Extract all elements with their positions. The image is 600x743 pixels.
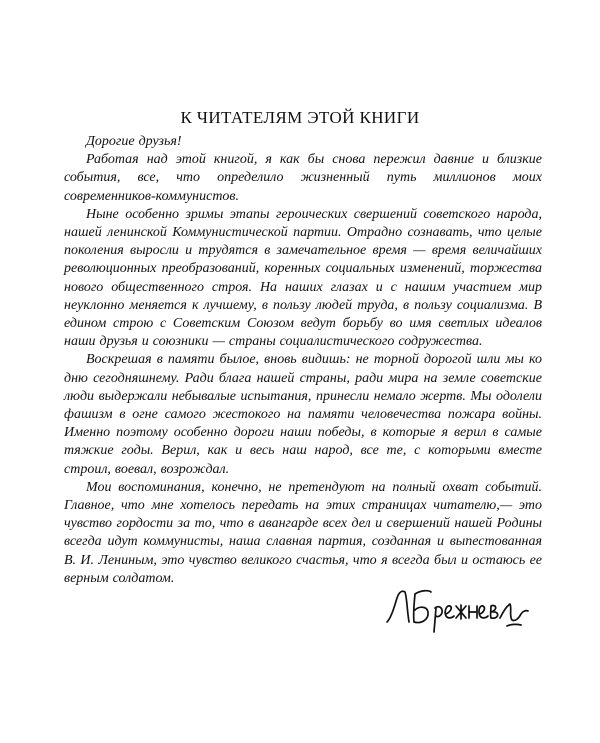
paragraph: Мои воспоминания, конечно, не претендуют на полный охват событий. Главное, что мне хотелось передать на этих страницах читателю,— это чувство гордости за то, что в авангарде всех дел и свершений нашей Родины всегда идут коммунисты, наша славная партия, созданная и выпестованная В. И. Лениным, это чувство великого счастья, что я всегда был и остаюсь ее верным солдатом. — [64, 479, 542, 586]
greeting-paragraph: Дорогие друзья! — [86, 134, 182, 149]
paragraph: Ныне особенно зримы этапы героических свершений советского народа, нашей ленинской Коммунистической партии. Отрадно сознавать, что целые поколения выросли и трудятся в замечательное время — время величайших революционных преобразований, коренных социальных изменений, торжества нового общественного строя. На наших глазах и с нашим участием мир неуклонно меняется к лучшему, в пользу людей труда, в пользу социализма. В едином строю с Советским Союзом ведут борьбу во имя светлых идеалов наши друзья и союзники — страны социалистического содружества. — [64, 206, 542, 350]
page-title: К ЧИТАТЕЛЯМ ЭТОЙ КНИГИ — [180, 108, 420, 128]
paragraph: Работая над этой книгой, я как бы снова пережил давние и близкие события, все, что определило жизненный путь миллионов моих современников-коммунистов. — [64, 152, 542, 204]
letter-body — [64, 133, 542, 588]
paragraph: Воскрешая в памяти былое, вновь видишь: не торной дорогой шли мы ко дню сегодняшнему. Ради блага нашей страны, ради мира на земле советские люди выдержали небывалые испытания, принесли немало жертв. Мы одолели фашизм в огне самого жестокого на памяти человечества пожара войны. Именно поэтому особенно дороги наши победы, в которые я верил в самые тяжкие годы. Верил, как и весь наш народ, все те, с которыми вместе строил, воевал, возрождал. — [64, 352, 542, 477]
handwritten-signature — [381, 578, 531, 640]
